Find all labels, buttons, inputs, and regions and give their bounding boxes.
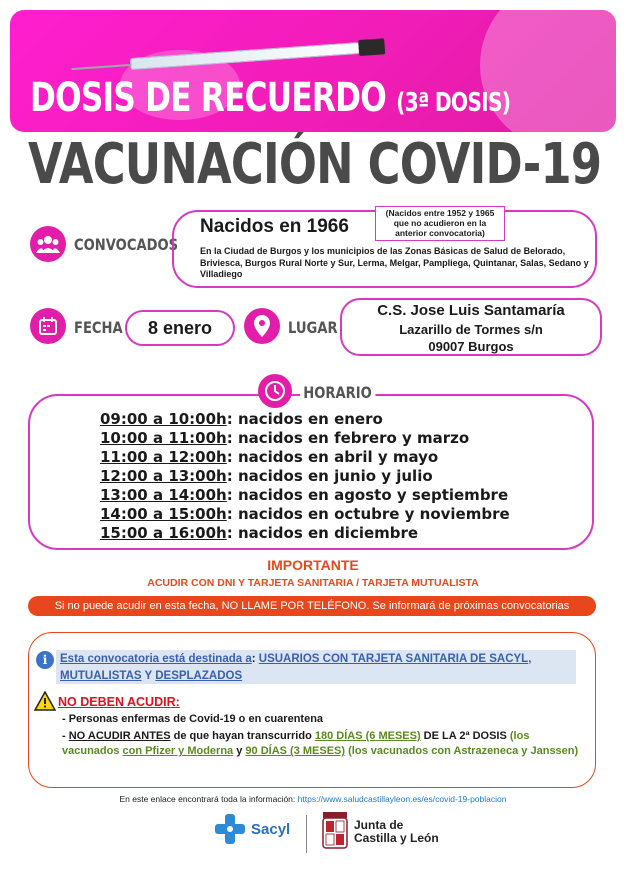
hour-row: 10:00 a 11:00h: nacidos en febrero y marzo (100, 429, 470, 447)
title-vacunacion: VACUNACIÓN COVID-19 (28, 132, 602, 197)
hour-row: 09:00 a 10:00h: nacidos en enero (100, 410, 383, 428)
hour-row: 11:00 a 12:00h: nacidos en abril y mayo (100, 448, 439, 466)
location-pin-icon (244, 308, 280, 344)
jcyl-name: Junta de Castilla y León (354, 817, 439, 845)
hour-row: 12:00 a 13:00h: nacidos en junio y julio (100, 467, 433, 485)
lugar-label: LUGAR (288, 318, 338, 337)
convocados-detail: En la Ciudad de Burgos y los municipios de las Zonas Básicas de Salud de Belorado, Briviesca, Burgos Rural Norte y Sur, Lerma, Melgar, Pampliega, Quintanar, Salas, Sedano y Villadiego (200, 246, 589, 280)
jcyl-shield-icon (322, 812, 348, 852)
footer-text: En este enlace encontrará toda la información: https://www.saludcastillayleon.es/es/covid-19-poblacion (119, 794, 507, 804)
title-main: DOSIS DE RECUERDO (30, 75, 386, 121)
info-target-text: Esta convocatoria está destinada a: USUARIOS CON TARJETA SANITARIA DE SACYL, MUTUALISTAS Y DESPLAZADOS (60, 653, 532, 682)
title-small: (3ª DOSIS) (396, 88, 511, 118)
importante-title: IMPORTANTE (267, 557, 359, 573)
info-icon: i (36, 651, 54, 669)
sacyl-logo (215, 814, 290, 844)
lugar-city: 09007 Burgos (428, 339, 514, 354)
hour-row: 14:00 a 15:00h: nacidos en octubre y noviembre (100, 505, 510, 523)
clock-icon (258, 374, 292, 408)
warning-icon (34, 691, 56, 716)
logo-divider (306, 815, 307, 853)
born-year: Nacidos en 1966 (200, 216, 349, 237)
hour-row: 15:00 a 16:00h: nacidos en diciembre (100, 524, 419, 542)
fecha-value: 8 enero (125, 310, 235, 346)
lugar-center: C.S. Jose Luis Santamaría (377, 302, 565, 319)
importante-subtitle: ACUDIR CON DNI Y TARJETA SANITARIA / TARJETA MUTUALISTA (147, 577, 479, 589)
jcyl-logo (322, 812, 439, 852)
fecha-label: FECHA (74, 318, 123, 337)
calendar-icon (30, 308, 66, 344)
horario-label: HORARIO (300, 383, 375, 402)
born-note: (Nacidos entre 1952 y 1965 que no acudieron en la anterior convocatoria) (375, 206, 505, 241)
no-item-1: - Personas enfermas de Covid-19 o en cuarentena (62, 713, 324, 725)
syringe-icon (130, 42, 360, 70)
info-link[interactable]: https://www.saludcastillayleon.es/es/covid-19-poblacion (297, 794, 507, 804)
no-deben-acudir-title: NO DEBEN ACUDIR: (58, 695, 180, 709)
title-dosis-recuerdo (30, 75, 510, 121)
no-item-2: - NO ACUDIR ANTES de que hayan transcurrido 180 DÍAS (6 MESES) DE LA 2ª DOSIS (los vacunados con Pfizer y Moderna y 90 DÍAS (3 MESES) (los vacunados con Astrazeneca y Janssen) (62, 730, 579, 758)
sacyl-name: Sacyl (251, 820, 291, 838)
lugar-street: Lazarillo de Tormes s/n (399, 322, 543, 337)
warning-banner: Si no puede acudir en esta fecha, NO LLAME POR TELÉFONO. Se informará de próximas convocatorias (28, 596, 596, 616)
hour-row: 13:00 a 14:00h: nacidos en agosto y septiembre (100, 486, 509, 504)
convocados-label: CONVOCADOS (74, 235, 179, 254)
sacyl-cross-icon (215, 814, 245, 844)
people-icon (30, 226, 66, 262)
